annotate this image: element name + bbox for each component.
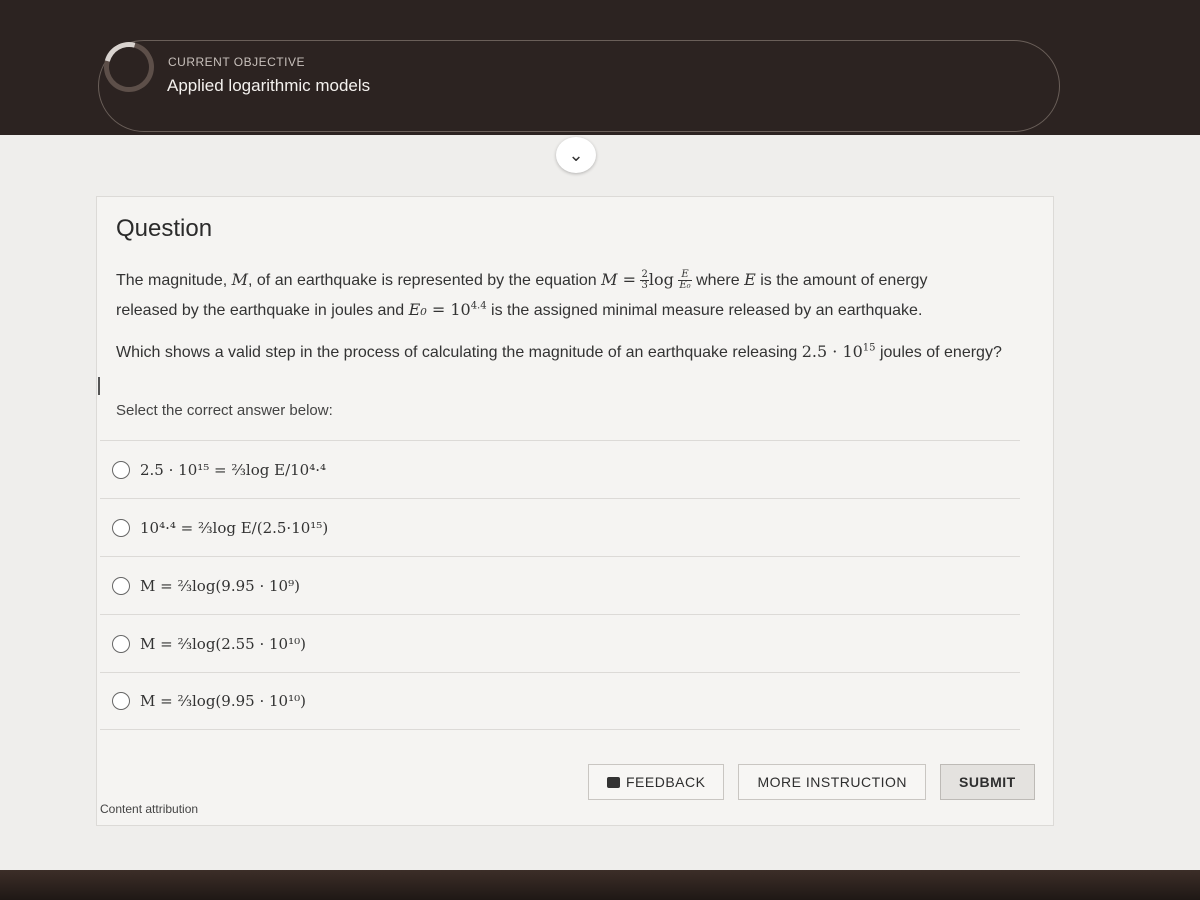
text-span: released by the earthquake in joules and [116, 302, 409, 319]
text-cursor [98, 377, 100, 395]
text-span: is the assigned minimal measure released by an earthquake. [486, 302, 923, 319]
answer-option-4[interactable] [100, 614, 1020, 672]
text-span: The magnitude, [116, 272, 232, 289]
exponent: 4.4 [470, 300, 487, 312]
objective-title: Applied logarithmic models [167, 76, 371, 95]
answer-text: M = ⅔log(9.95 · 10¹⁰) [140, 692, 306, 710]
answer-option-5[interactable] [100, 672, 1020, 730]
submit-button[interactable] [940, 764, 1035, 800]
radio-button[interactable] [112, 577, 130, 595]
more-instruction-button[interactable] [738, 764, 926, 800]
frac-den: 3 [641, 280, 648, 292]
question-prompt [116, 342, 1002, 362]
answer-text: 10⁴·⁴ = ⅔log E/(2.5·10¹⁵) [140, 518, 329, 537]
math-eq: = 10 [426, 300, 471, 319]
monitor-bezel [0, 870, 1200, 900]
question-heading: Question [116, 215, 213, 242]
objective-label: CURRENT OBJECTIVE [168, 55, 305, 69]
answer-text: 2.5 · 10¹⁵ = ⅔log E/10⁴·⁴ [140, 460, 326, 479]
text-span: joules of energy? [875, 344, 1002, 361]
more-instruction-label: MORE INSTRUCTION [757, 774, 908, 790]
log-text: log [648, 270, 674, 289]
radio-button[interactable] [112, 519, 130, 537]
radio-button[interactable] [112, 461, 130, 479]
math-eq: M = [601, 270, 637, 289]
action-buttons [588, 764, 1035, 802]
feedback-label: FEEDBACK [626, 774, 706, 790]
question-line-2 [116, 300, 922, 320]
select-label: Select the correct answer below: [116, 402, 333, 419]
fraction-two-thirds [640, 270, 648, 291]
frac-num: 2 [641, 269, 648, 281]
question-line-1 [116, 270, 927, 291]
text-span: Which shows a valid step in the process of calculating the magnitude of an earthquake releasing [116, 344, 802, 361]
fraction-e-over-e0 [678, 270, 691, 291]
text-span: is the amount of energy [755, 272, 928, 289]
exponent: 15 [862, 342, 876, 354]
answer-option-1[interactable] [100, 440, 1020, 498]
math-var: E₀ [408, 300, 427, 319]
radio-button[interactable] [112, 635, 130, 653]
math-value: 2.5 · 10 [801, 342, 863, 361]
text-span: where [691, 272, 745, 289]
submit-label: SUBMIT [959, 774, 1016, 790]
feedback-icon [607, 777, 620, 788]
answer-option-2[interactable] [100, 498, 1020, 556]
frac-num: E [678, 270, 691, 281]
frac-den: E₀ [679, 280, 691, 292]
content-attribution-link[interactable]: Content attribution [100, 802, 199, 816]
chevron-down-icon[interactable]: ⌄ [556, 137, 596, 173]
math-var: M [231, 270, 249, 289]
answer-option-3[interactable] [100, 556, 1020, 614]
answer-text: M = ⅔log(2.55 · 10¹⁰) [140, 634, 306, 653]
answer-list [100, 440, 1020, 730]
radio-button[interactable] [112, 692, 130, 710]
answer-text: M = ⅔log(9.95 · 10⁹) [140, 576, 300, 595]
feedback-button[interactable] [588, 764, 724, 800]
text-span: , of an earthquake is represented by the equation [248, 272, 602, 289]
math-var: E [744, 270, 756, 289]
